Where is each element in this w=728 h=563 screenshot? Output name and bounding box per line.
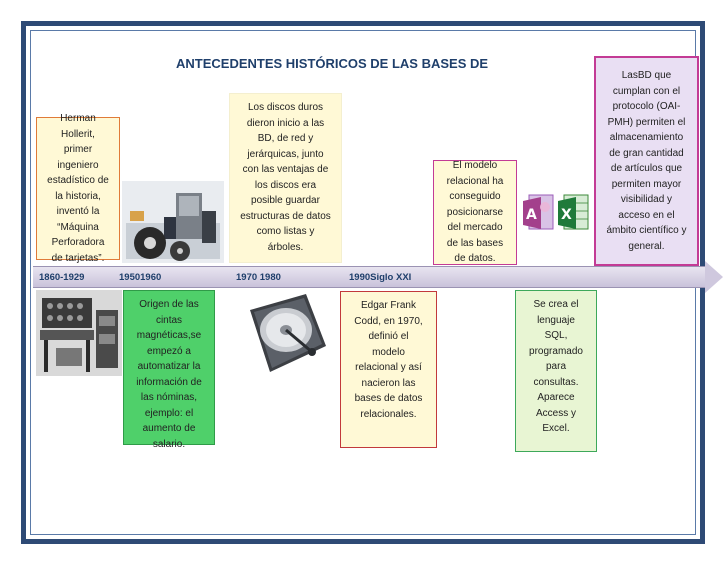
box-oai-pmh: LasBD que cumplan con el protocolo (OAI- PMH) permiten el almacenamiento de gran cantidad de artículos que permiten mayor visibilidad y acceso en el ámbito científico y general. bbox=[594, 56, 699, 266]
box-hollerit: Herman Hollerit, primer ingeniero estadístico de la historia, inventó la “Máquina Perforadora de tarjetas”. bbox=[36, 117, 120, 260]
access-icon bbox=[521, 193, 555, 233]
box-codd: Edgar Frank Codd, en 1970, definió el modelo relacional y así nacieron las bases de datos relacionales. bbox=[340, 291, 437, 448]
tabulating-machine-image bbox=[36, 290, 122, 376]
excel-icon bbox=[556, 193, 590, 233]
box-modelo-relacional: El modelo relacional ha conseguido posicionarse del mercado de las bases de datos. bbox=[433, 160, 517, 265]
hard-disk-image bbox=[232, 290, 332, 380]
magnetic-tape-reels-image bbox=[122, 181, 224, 263]
svg-text:A: A bbox=[526, 207, 537, 223]
date-1970-1980: 1970 1980 bbox=[236, 272, 281, 283]
box-sql: Se crea el lenguaje SQL, programado para consultas. Aparece Access y Excel. bbox=[515, 290, 597, 452]
date-1860-1929: 1860-1929 bbox=[39, 272, 85, 283]
page-title: ANTECEDENTES HISTÓRICOS DE LAS BASES DE bbox=[176, 56, 489, 71]
date-1950-1960: 19501960 bbox=[119, 272, 162, 283]
date-1990-siglo-xxi: 1990Siglo XXI bbox=[349, 272, 412, 283]
svg-text:X: X bbox=[561, 207, 572, 223]
box-cintas: Origen de las cintas magnéticas,se empezó a automatizar la información de las nóminas, ejemplo: el aumento de salario. bbox=[123, 290, 215, 445]
timeline-arrow bbox=[705, 261, 723, 293]
box-discos-duros: Los discos duros dieron inicio a las BD, de red y jerárquicas, junto con las ventajas de los discos era posible guardar estructuras de datos como listas y árboles. bbox=[229, 93, 342, 263]
